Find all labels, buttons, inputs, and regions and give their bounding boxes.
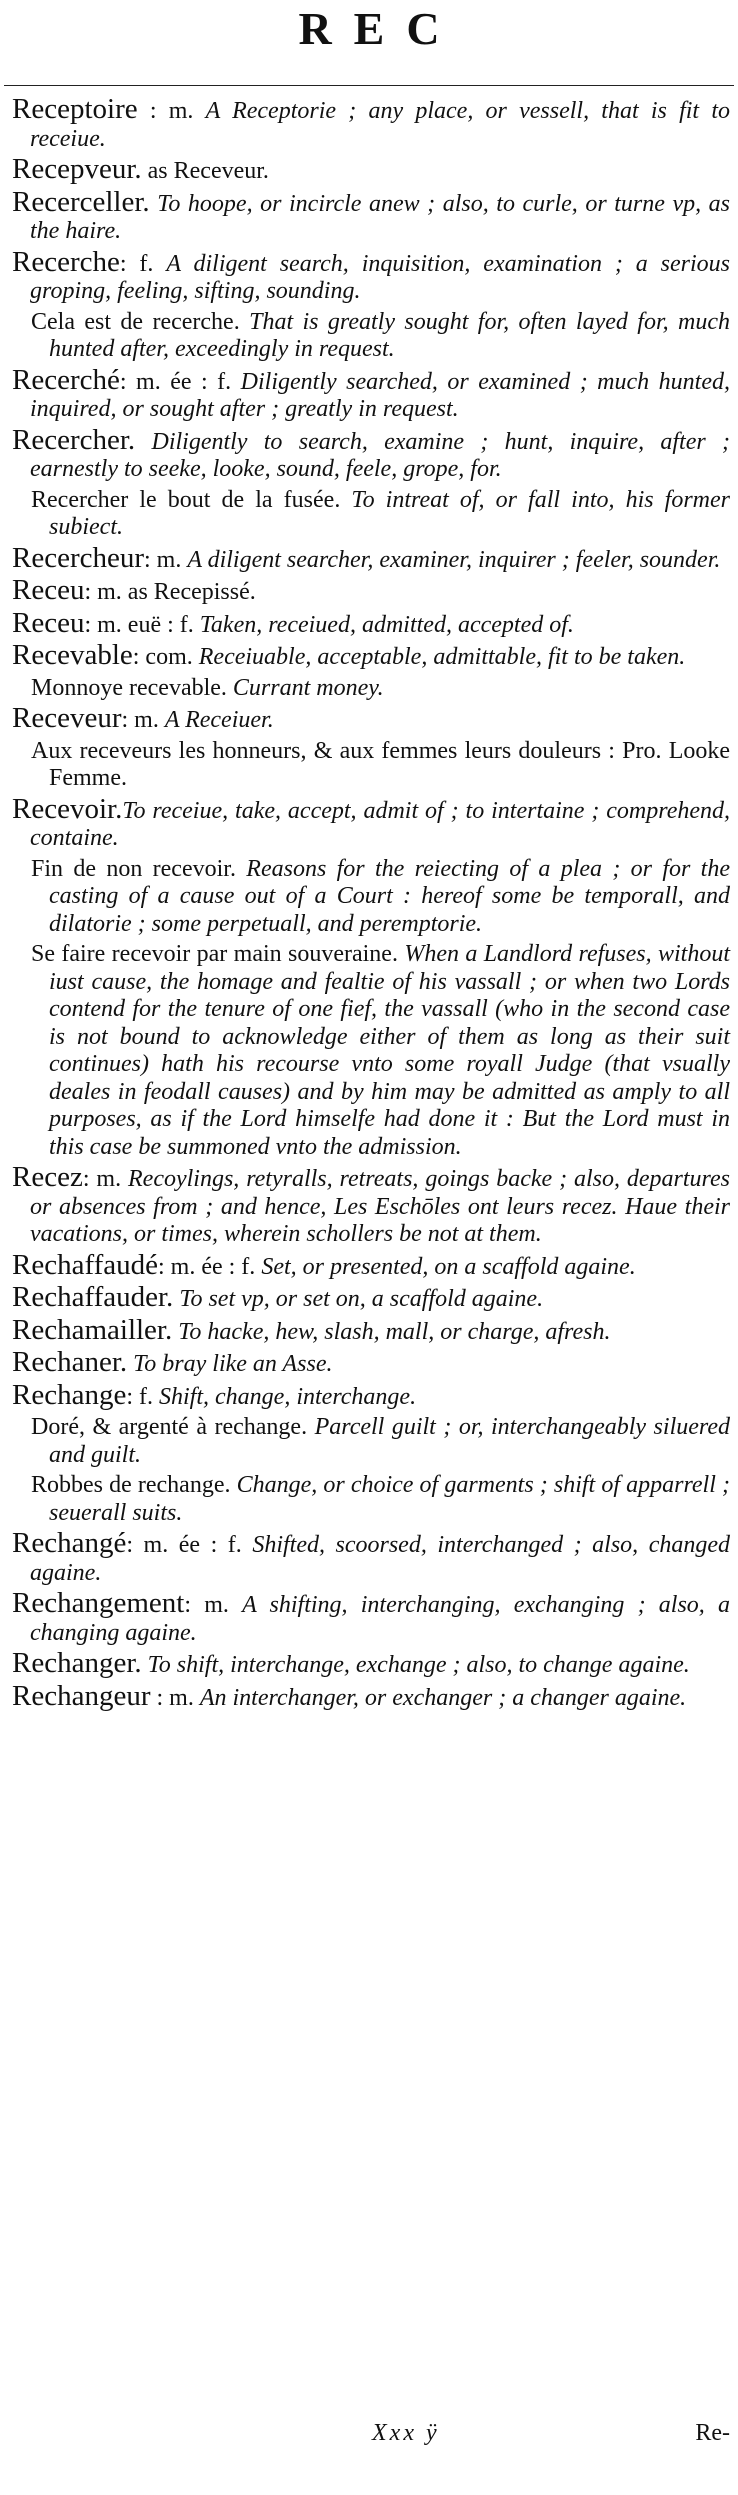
grammar-note: : f. (119, 250, 167, 277)
headword: Rechaffauder. (12, 1281, 174, 1313)
grammar-note: : m. ée : f. (119, 368, 241, 395)
dictionary-entry (12, 1527, 730, 1587)
headword: Recerche (12, 245, 120, 278)
headword: Recevoir. (12, 792, 123, 825)
english-gloss: A shifting, interchanging, exchanging ; also, a changing againe. (30, 1592, 730, 1646)
grammar-note: : m. (184, 1592, 243, 1618)
grammar-note: : m. (82, 1166, 128, 1192)
english-gloss: To set vp, or set on, a scaffold againe. (179, 1286, 544, 1312)
dictionary-entry (12, 606, 730, 640)
dictionary-entry (12, 363, 730, 424)
headword: Recepveur. (12, 153, 142, 185)
grammar-note: Robbes de rechange. (31, 1472, 237, 1498)
headword: Rechanger. (12, 1647, 142, 1679)
headword: Recercheur (12, 541, 145, 574)
grammar-note (135, 429, 151, 455)
sub-entry (12, 487, 730, 542)
dictionary-entry (12, 1587, 730, 1647)
dictionary-entry (12, 93, 730, 153)
grammar-note: : m. euë : f. (84, 611, 200, 638)
english-gloss: Diligently searched, or examined ; much hunted, inquired, or sought after ; greatly in request. (30, 368, 730, 422)
english-gloss: That is greatly sought for, often layed for, much hunted after, exceedingly in request. (49, 308, 730, 362)
headword: Receu (12, 574, 85, 606)
english-gloss: A diligent search, inquisition, examination ; a serious groping, feeling, sifting, sounding. (30, 250, 730, 304)
grammar-note: Fin de non recevoir. (31, 855, 247, 882)
english-gloss: To intreat of, or fall into, his former subiect. (49, 486, 731, 540)
english-gloss: When a Landlord refuses, without iust cause, the homage and fealtie of his vassall ; or when two Lords contend for the tenure of one fief, the vassall (who in the second case is not bound to acknowledge either of them as long as their suit continues) hath his recourse vnto some royall Judge (that vsually deales in feodall causes) and by him may be admitted as amply to all purposes, as if the Lord himselfe had done it : But the Lord must in this case be summoned vnto the admission. (49, 941, 730, 1160)
grammar-note: : m. ée : f. (158, 1253, 262, 1280)
dictionary-entry (12, 1248, 730, 1282)
grammar-note: Recercher le bout de la fusée. (31, 486, 352, 513)
headword: Receptoire (12, 93, 138, 125)
english-gloss: To receiue, take, accept, admit of ; to intertaine ; comprehend, containe. (30, 797, 730, 851)
english-gloss: A Receptorie ; any place, or vessell, that is fit to receiue. (30, 98, 730, 152)
headword: Rechamailler. (12, 1313, 173, 1346)
sub-entry (12, 738, 730, 793)
english-gloss: A Receiuer. (164, 707, 274, 733)
sub-entry (12, 1472, 730, 1527)
headword: Rechangement (12, 1587, 185, 1619)
dictionary-entry (12, 1346, 730, 1379)
dictionary-entry (12, 541, 730, 575)
sub-entry (12, 1414, 730, 1469)
dictionary-entry (12, 1313, 730, 1347)
english-gloss: Recoylings, retyralls, retreats, goings backe ; also, departures or absences from ; and hence, Les Eschōles ont leurs recez. Haue their vacations, or times, wherein schollers be not at them. (30, 1166, 730, 1247)
english-gloss: A diligent searcher, examiner, inquirer ; feeler, sounder. (187, 546, 721, 573)
dictionary-entry (12, 1647, 730, 1680)
dictionary-entry (12, 423, 731, 484)
english-gloss: Shift, change, interchange. (159, 1383, 417, 1410)
headword: Rechange (12, 1378, 127, 1411)
english-gloss: Shifted, scoorsed, interchanged ; also, changed againe. (30, 1532, 730, 1586)
grammar-note: : m. (137, 98, 206, 124)
english-gloss: To hacke, hew, slash, mall, or charge, afresh. (178, 1318, 611, 1345)
english-gloss: Parcell guilt ; or, interchangeably siluered and guilt. (49, 1414, 730, 1468)
grammar-note: Aux receveurs les honneurs, & aux femmes leurs douleurs : Pro. Looke Femme. (31, 737, 730, 791)
english-gloss: To shift, interchange, exchange ; also, to change againe. (147, 1652, 690, 1678)
signature-mark: Xxx ÿ (372, 2420, 440, 2446)
english-gloss: Receiuable, acceptable, admittable, fit to be taken. (198, 644, 686, 670)
entry-list (12, 93, 731, 1715)
english-gloss: Taken, receiued, admitted, accepted of. (199, 611, 574, 638)
english-gloss: Diligently to search, examine ; hunt, inquire, after ; earnestly to seeke, looke, sound, feele, grope, for. (30, 428, 731, 482)
grammar-note: : m. as Recepissé. (84, 579, 256, 605)
header-rule (4, 85, 734, 86)
english-gloss: An interchanger, or exchanger ; a changer againe. (199, 1684, 687, 1711)
headword: Receveur (12, 702, 122, 734)
headword: Rechaffaudé (12, 1248, 158, 1281)
headword: Recevable (12, 639, 133, 671)
headword: Rechangé (12, 1527, 127, 1559)
dictionary-entry (12, 1378, 730, 1412)
english-gloss: Currant money. (232, 674, 384, 701)
sub-entry (12, 941, 730, 1161)
grammar-note: : m. (150, 1684, 200, 1711)
dictionary-entry (12, 1679, 730, 1713)
english-gloss: Change, or choice of garments ; shift of apparrell ; seuerall suits. (49, 1472, 730, 1526)
grammar-note: Monnoye recevable. (31, 674, 233, 701)
headword: Recercher. (12, 423, 136, 456)
grammar-note: : m. ée : f. (126, 1532, 253, 1558)
dictionary-entry (12, 574, 730, 607)
sub-entry (12, 309, 730, 364)
dictionary-entry (12, 702, 730, 735)
english-gloss: To bray like an Asse. (133, 1351, 333, 1377)
english-gloss: To hoope, or incircle anew ; also, to curle, or turne vp, as the haire. (30, 190, 731, 244)
page-footer (0, 2420, 738, 2460)
dictionary-entry (12, 1161, 730, 1249)
page-title: REC (298, 3, 462, 54)
catchword: Re- (695, 2420, 730, 2446)
dictionary-entry (12, 245, 730, 306)
grammar-note: : f. (126, 1383, 160, 1410)
dictionary-entry (12, 639, 730, 672)
headword: Recerceller. (12, 185, 150, 218)
dictionary-entry (12, 1281, 730, 1314)
grammar-note: Cela est de recerche. (31, 308, 250, 335)
headword: Recerché (12, 363, 120, 396)
headword: Receu (12, 606, 85, 639)
grammar-note: : m. (121, 707, 165, 733)
dictionary-entry (12, 792, 730, 853)
dictionary-entry (12, 153, 730, 186)
english-gloss: Reasons for the reiecting of a plea ; or for the casting of a cause out of a Court : hereof some be temporall, and dilatorie ; some perpetuall, and peremptorie. (49, 855, 731, 937)
english-gloss: Set, or presented, on a scaffold againe. (261, 1253, 636, 1280)
grammar-note: : com. (132, 644, 199, 670)
grammar-note: Doré, & argenté à rechange. (31, 1414, 315, 1440)
sub-entry (12, 675, 730, 703)
grammar-note: : m. (144, 546, 188, 573)
grammar-note: as Receveur. (141, 158, 269, 184)
dictionary-entry (12, 185, 731, 246)
grammar-note: Se faire recevoir par main souveraine. (31, 941, 405, 967)
headword: Rechangeur (12, 1679, 151, 1712)
sub-entry (12, 856, 730, 939)
headword: Rechaner. (12, 1346, 128, 1378)
headword: Recez (12, 1161, 83, 1193)
